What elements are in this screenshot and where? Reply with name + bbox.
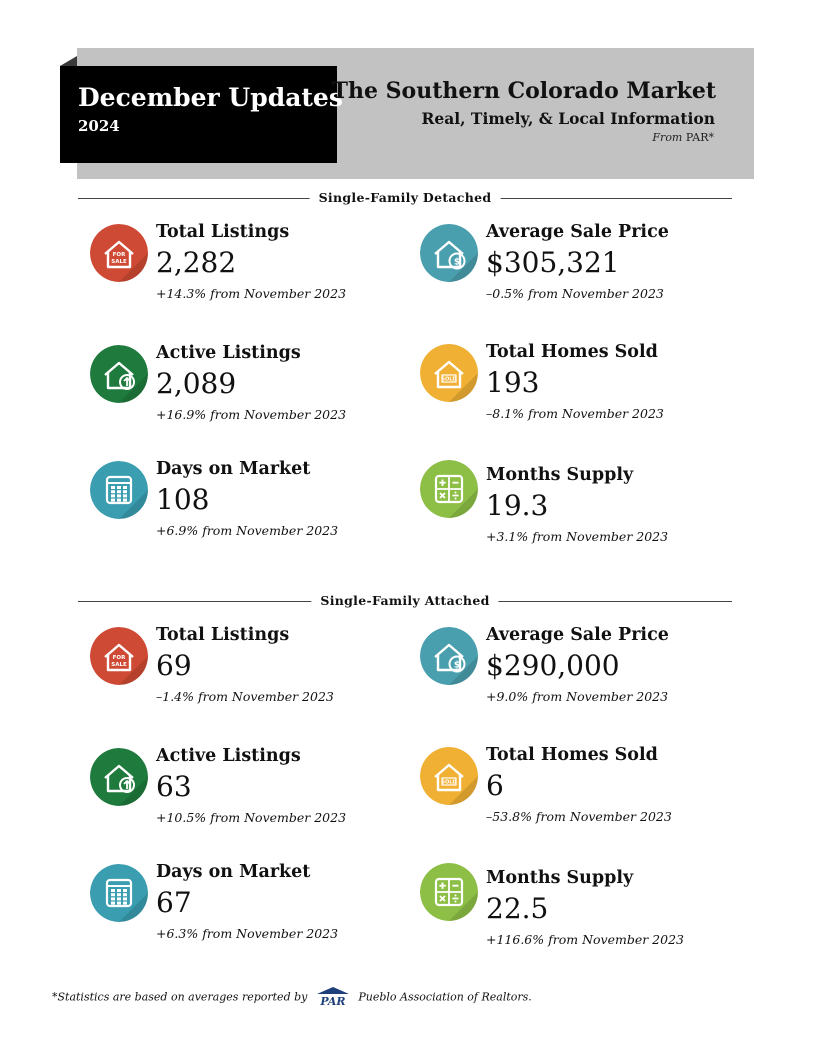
stat-name: Average Sale Price: [486, 222, 669, 242]
report-year: 2024: [78, 117, 120, 135]
stat-change: –8.1% from November 2023: [486, 406, 664, 421]
section-title: Single-Family Attached: [311, 593, 498, 608]
stat-name: Days on Market: [156, 459, 311, 479]
stat-name: Total Listings: [156, 625, 290, 645]
stat-change: –1.4% from November 2023: [156, 689, 334, 704]
active-listing-house-icon: [90, 345, 148, 403]
stat-attached-total-homes-sold: [408, 745, 708, 841]
svg-text:SALE: SALE: [111, 259, 127, 265]
market-subtitle: Real, Timely, & Local Information: [421, 109, 715, 128]
svg-text:SALE: SALE: [111, 662, 127, 668]
stat-detached-total-homes-sold: [408, 342, 708, 438]
stat-detached-total-listings: [78, 222, 378, 318]
calendar-icon: [90, 461, 148, 519]
stat-value: $290,000: [486, 649, 620, 682]
stat-value: 193: [486, 366, 540, 399]
stat-detached-months-supply: [408, 465, 708, 561]
svg-text:$: $: [453, 257, 461, 268]
stat-value: 2,089: [156, 367, 237, 400]
active-listing-house-icon: [90, 748, 148, 806]
svg-text:FOR: FOR: [112, 252, 126, 258]
stat-name: Total Homes Sold: [486, 342, 658, 362]
stat-name: Months Supply: [486, 868, 634, 888]
stat-name: Average Sale Price: [486, 625, 669, 645]
calculator-icon: [420, 460, 478, 518]
stat-change: +10.5% from November 2023: [156, 810, 347, 825]
stat-value: 67: [156, 886, 192, 919]
par-logo-text: PAR: [320, 995, 346, 1008]
footer-org: Pueblo Association of Realtors.: [358, 990, 532, 1004]
stat-attached-months-supply: [408, 868, 708, 964]
sold-house-icon: [420, 344, 478, 402]
stat-detached-average-sale-price: [408, 222, 708, 318]
month-title: December Updates: [78, 83, 343, 112]
stat-attached-total-listings: [78, 625, 378, 721]
stat-detached-active-listings: [78, 343, 378, 439]
stat-value: 63: [156, 770, 192, 803]
dollar-house-icon: [420, 224, 478, 282]
section-divider-detached: [78, 191, 732, 205]
for-sale-house-icon: [90, 627, 148, 685]
stat-value: 19.3: [486, 489, 549, 522]
stat-change: +6.9% from November 2023: [156, 523, 339, 538]
stat-change: +9.0% from November 2023: [486, 689, 669, 704]
stat-value: 6: [486, 769, 504, 802]
market-title: The Southern Colorado Market: [331, 78, 716, 104]
stat-value: $305,321: [486, 246, 620, 279]
stat-name: Days on Market: [156, 862, 311, 882]
stat-name: Active Listings: [156, 343, 301, 363]
title-box: [60, 66, 337, 163]
stat-attached-average-sale-price: [408, 625, 708, 721]
stat-name: Months Supply: [486, 465, 634, 485]
stat-value: 22.5: [486, 892, 549, 925]
stat-change: +3.1% from November 2023: [486, 529, 669, 544]
stat-value: 108: [156, 483, 210, 516]
header-fold: [60, 56, 77, 66]
stat-name: Total Listings: [156, 222, 290, 242]
sold-house-icon: [420, 747, 478, 805]
market-source: [652, 131, 714, 144]
dollar-house-icon: [420, 627, 478, 685]
svg-text:$: $: [453, 660, 461, 671]
stat-attached-active-listings: [78, 746, 378, 842]
source-name: PAR*: [685, 131, 714, 144]
stat-change: +116.6% from November 2023: [486, 932, 684, 947]
stat-name: Total Homes Sold: [486, 745, 658, 765]
stat-name: Active Listings: [156, 746, 301, 766]
calendar-icon: [90, 864, 148, 922]
for-sale-house-icon: [90, 224, 148, 282]
section-divider-attached: [78, 594, 732, 608]
stat-attached-days-on-market: [78, 862, 378, 958]
svg-text:FOR: FOR: [112, 655, 126, 661]
stat-value: 2,282: [156, 246, 237, 279]
section-title: Single-Family Detached: [310, 190, 501, 205]
svg-text:SOLD: SOLD: [441, 779, 457, 786]
par-logo-icon: [315, 986, 351, 1008]
stat-change: –53.8% from November 2023: [486, 809, 672, 824]
svg-text:SOLD: SOLD: [441, 376, 457, 383]
stat-value: 69: [156, 649, 192, 682]
footer-note: [52, 986, 532, 1008]
stat-change: –0.5% from November 2023: [486, 286, 664, 301]
source-prefix: From: [652, 131, 683, 144]
stat-change: +6.3% from November 2023: [156, 926, 339, 941]
stat-change: +16.9% from November 2023: [156, 407, 347, 422]
calculator-icon: [420, 863, 478, 921]
stat-change: +14.3% from November 2023: [156, 286, 347, 301]
stat-detached-days-on-market: [78, 459, 378, 555]
footer-note-text: *Statistics are based on averages reported by: [52, 990, 308, 1004]
